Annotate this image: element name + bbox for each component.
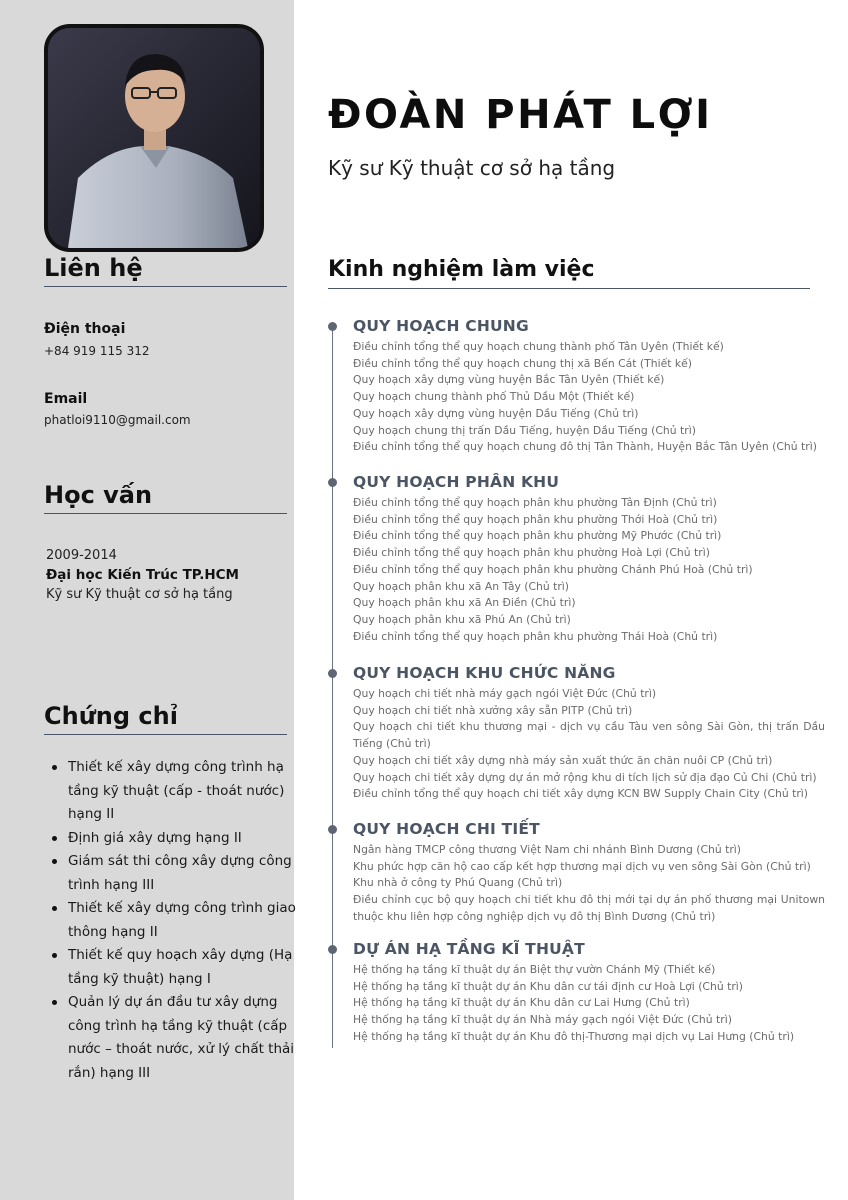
project-item: Hệ thống hạ tầng kĩ thuật dự án Nhà máy gạch ngói Việt Đức (Chủ trì) — [353, 1013, 732, 1027]
project-item: Hệ thống hạ tầng kĩ thuật dự án Biệt thự vườn Chánh Mỹ (Thiết kế) — [353, 963, 716, 976]
project-item: Điều chỉnh tổng thể quy hoạch phân khu phường Tân Định (Chủ trì) — [353, 496, 717, 509]
project-item: Điều chỉnh tổng thể quy hoạch phân khu phường Mỹ Phước (Chủ trì) — [353, 529, 722, 543]
education-degree: Kỹ sư Kỹ thuật cơ sở hạ tầng — [46, 587, 233, 602]
project-item: Quy hoạch phân khu xã An Tây (Chủ trì) — [353, 579, 570, 593]
certificate-item: Thiết kế xây dựng công trình hạ tầng kỹ thuật (cấp - thoát nước) hạng II — [68, 756, 312, 827]
project-item: Khu nhà ở công ty Phú Quang (Chủ trì) — [353, 876, 563, 890]
project-item: Hệ thống hạ tầng kĩ thuật dự án Khu dân cư tái định cư Hoà Lợi (Chủ trì) — [353, 979, 743, 993]
project-item: Quy hoạch xây dựng vùng huyện Dầu Tiếng (Chủ trì) — [353, 406, 639, 420]
project-item: Quy hoạch chi tiết nhà máy gạch ngói Việt Đức (Chủ trì) — [353, 687, 657, 700]
certificates-heading: Chứng chỉ — [44, 702, 287, 735]
section-title: QUY HOẠCH KHU CHỨC NĂNG — [353, 664, 616, 682]
project-item: Điều chỉnh tổng thể quy hoạch chung đô thị Tân Thành, Huyện Bắc Tân Uyên (Chủ trì) — [353, 440, 817, 454]
experience-section-functional — [353, 664, 825, 803]
timeline-dot — [328, 825, 337, 834]
email-label: Email — [44, 391, 88, 407]
project-item: Hệ thống hạ tầng kĩ thuật dự án Khu đô thị-Thương mại dịch vụ Lai Hưng (Chủ trì) — [353, 1029, 795, 1043]
email-value: phatloi9110@gmail.com — [44, 413, 191, 427]
section-title: QUY HOẠCH CHI TIẾT — [353, 820, 540, 838]
project-item: Quy hoạch chung thành phố Thủ Dầu Một (Thiết kế) — [353, 390, 635, 404]
profile-photo — [44, 24, 264, 252]
project-item: Quy hoạch chi tiết xây dựng nhà máy sản xuất thức ăn chăn nuôi CP (Chủ trì) — [353, 753, 773, 767]
person-title: Kỹ sư Kỹ thuật cơ sở hạ tầng — [328, 156, 616, 180]
person-name: ĐOÀN PHÁT LỢI — [328, 92, 713, 138]
certificates-list — [44, 756, 312, 1085]
certificate-item: Định giá xây dựng hạng II — [68, 827, 312, 851]
experience-section-zoning — [353, 473, 825, 645]
project-item: Điều chỉnh tổng thể quy hoạch chung thành phố Tân Uyên (Thiết kế) — [353, 340, 724, 353]
experience-heading: Kinh nghiệm làm việc — [328, 257, 810, 289]
timeline-dot — [328, 478, 337, 487]
project-item: Quy hoạch chung thị trấn Dầu Tiếng, huyện Dầu Tiếng (Chủ trì) — [353, 423, 696, 437]
timeline-dot — [328, 322, 337, 331]
timeline-dot — [328, 669, 337, 678]
education-school: Đại học Kiến Trúc TP.HCM — [46, 567, 239, 583]
project-item: Quy hoạch phân khu xã Phú An (Chủ trì) — [353, 612, 571, 626]
experience-section-infrastructure — [353, 940, 825, 1046]
project-item: Quy hoạch chi tiết khu thương mại - dịch vụ cầu Tàu ven sông Sài Gòn, thị trấn Dầu Tiếng (Chủ trì) — [353, 720, 825, 751]
phone-label: Điện thoại — [44, 321, 126, 337]
project-item: Hệ thống hạ tầng kĩ thuật dự án Khu dân cư Lai Hưng (Chủ trì) — [353, 996, 690, 1010]
certificate-item: Quản lý dự án đầu tư xây dựng công trình hạ tầng kỹ thuật (cấp nước – thoát nước, xử lý chất thải rắn) hạng III — [68, 991, 312, 1085]
timeline-line — [332, 326, 333, 1048]
certificate-item: Thiết kế xây dựng công trình giao thông hạng II — [68, 897, 312, 944]
project-item: Điều chỉnh tổng thể quy hoạch phân khu phường Hoà Lợi (Chủ trì) — [353, 546, 710, 560]
section-title: DỰ ÁN HẠ TẦNG KĨ THUẬT — [353, 940, 585, 958]
project-item: Điều chỉnh tổng thể quy hoạch phân khu phường Thới Hoà (Chủ trì) — [353, 512, 718, 526]
project-item: Điều chỉnh cục bộ quy hoạch chi tiết khu đô thị mới tại dự án phố thương mại Unitown thuộc khu liên hợp công nghiệp dịch vụ đô thị Bình Dương (Chủ trì) — [353, 893, 825, 923]
education-heading: Học vấn — [44, 481, 287, 514]
experience-section-detailed — [353, 820, 825, 926]
project-item: Quy hoạch phân khu xã An Điền (Chủ trì) — [353, 596, 576, 610]
phone-value: +84 919 115 312 — [44, 344, 150, 358]
project-item: Ngân hàng TMCP công thương Việt Nam chi nhánh Bình Dương (Chủ trì) — [353, 843, 742, 856]
project-item: Quy hoạch xây dựng vùng huyện Bắc Tân Uyên (Thiết kế) — [353, 373, 665, 387]
section-title: QUY HOẠCH CHUNG — [353, 317, 529, 335]
project-item: Điều chỉnh tổng thể quy hoạch phân khu phường Thái Hoà (Chủ trì) — [353, 629, 718, 643]
project-item: Điều chỉnh tổng thể quy hoạch phân khu phường Chánh Phú Hoà (Chủ trì) — [353, 562, 753, 576]
project-item: Quy hoạch chi tiết xây dựng dự án mở rộng khu di tích lịch sử địa đạo Củ Chi (Chủ trì) — [353, 770, 817, 784]
project-item: Quy hoạch chi tiết nhà xưởng xây sẵn PITP (Chủ trì) — [353, 703, 633, 717]
education-years: 2009-2014 — [46, 548, 117, 563]
experience-section-general — [353, 317, 825, 456]
certificate-item: Giám sát thi công xây dựng công trình hạng III — [68, 850, 312, 897]
contact-heading: Liên hệ — [44, 254, 287, 287]
section-title: QUY HOẠCH PHÂN KHU — [353, 473, 560, 491]
project-item: Điều chỉnh tổng thể quy hoạch chi tiết xây dựng KCN BW Supply Chain City (Chủ trì) — [353, 787, 809, 801]
certificate-item: Thiết kế quy hoạch xây dựng (Hạ tầng kỹ thuật) hạng I — [68, 944, 312, 991]
project-item: Điều chỉnh tổng thể quy hoạch chung thị xã Bến Cát (Thiết kế) — [353, 356, 692, 370]
timeline-dot — [328, 945, 337, 954]
project-item: Khu phức hợp căn hộ cao cấp kết hợp thương mại dịch vụ ven sông Sài Gòn (Chủ trì) — [353, 859, 811, 873]
